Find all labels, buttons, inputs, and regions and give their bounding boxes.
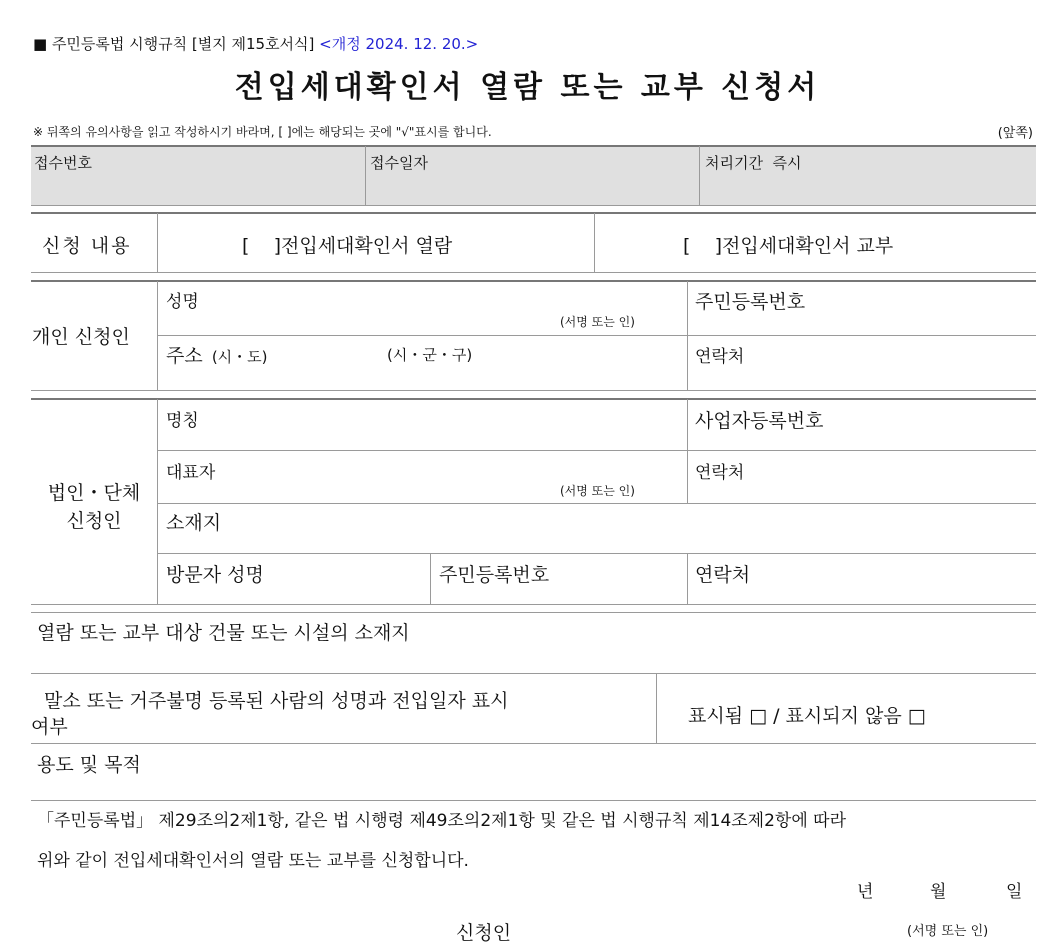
address-field[interactable] bbox=[166, 341, 268, 368]
front-label: (앞쪽) bbox=[997, 126, 1033, 141]
divider bbox=[31, 280, 1036, 282]
divider bbox=[31, 673, 1036, 674]
visitor-contact-field[interactable]: 연락처 bbox=[695, 564, 751, 586]
applicant-sign-hint: (서명 또는 인) bbox=[907, 924, 989, 939]
page-title: 전입세대확인서 열람 또는 교부 신청서 bbox=[234, 70, 821, 105]
divider bbox=[158, 450, 1036, 451]
divider bbox=[31, 205, 1036, 206]
individual-applicant-label: 개인 신청인 bbox=[32, 326, 130, 348]
address-sigungu-label: (시・군・구) bbox=[387, 346, 473, 364]
option-view-checkbox[interactable]: [ ]전입세대확인서 열람 bbox=[242, 235, 453, 257]
form-ref-text: ■ 주민등록법 시행규칙 [별지 제15호서식] bbox=[33, 35, 315, 53]
sign-hint: (서명 또는 인) bbox=[560, 484, 635, 498]
corp-contact-field[interactable]: 연락처 bbox=[695, 463, 745, 483]
visitor-name-field[interactable]: 방문자 성명 bbox=[166, 564, 264, 586]
divider bbox=[31, 604, 1036, 605]
business-number-field[interactable]: 사업자등록번호 bbox=[695, 410, 824, 432]
option-issue-checkbox[interactable]: [ ]전입세대확인서 교부 bbox=[683, 235, 894, 257]
corporate-applicant-label-2: 신청인 bbox=[66, 510, 122, 532]
applicant-label: 신청인 bbox=[456, 922, 512, 944]
divider bbox=[31, 800, 1036, 801]
divider bbox=[31, 272, 1036, 273]
request-content-label: 신청 내용 bbox=[42, 235, 132, 257]
divider bbox=[31, 398, 1036, 400]
resident-number-field[interactable]: 주민등록번호 bbox=[695, 291, 806, 313]
display-question: 말소 또는 거주불명 등록된 사람의 성명과 전입일자 표시 bbox=[44, 690, 509, 712]
divider bbox=[687, 554, 688, 604]
declaration-text-2: 위와 같이 전입세대확인서의 열람 또는 교부를 신청합니다. bbox=[37, 851, 469, 871]
divider bbox=[31, 212, 1036, 214]
display-options-checkbox[interactable]: 표시됨 □ / 표시되지 않음 □ bbox=[688, 705, 926, 727]
receipt-number-label: 접수번호 bbox=[34, 154, 92, 172]
declaration-text: 「주민등록법」 제29조의2제1항, 같은 법 시행령 제49조의2제1항 및 같은 법 시행규칙 제14조제2항에 따라 bbox=[37, 811, 847, 831]
visitor-resident-number-field[interactable]: 주민등록번호 bbox=[439, 564, 550, 586]
receipt-box bbox=[31, 146, 1036, 205]
corporate-applicant-label: 법인・단체 bbox=[47, 482, 141, 504]
purpose-field[interactable]: 용도 및 목적 bbox=[37, 754, 141, 776]
address-sido-label: (시・도) bbox=[211, 348, 268, 366]
divider bbox=[430, 554, 431, 604]
day-label: 일 bbox=[1006, 882, 1023, 902]
target-location-field[interactable]: 열람 또는 교부 대상 건물 또는 시설의 소재지 bbox=[37, 622, 410, 644]
divider bbox=[158, 335, 1036, 336]
address-label: 주소 bbox=[166, 345, 203, 367]
divider bbox=[31, 390, 1036, 391]
divider bbox=[157, 213, 158, 272]
year-label: 년 bbox=[857, 882, 874, 902]
notice-text: ※ 뒤쪽의 유의사항을 읽고 작성하시기 바라며, [ ]에는 해당되는 곳에 "√"표시를 합니다. bbox=[33, 125, 492, 139]
divider bbox=[31, 145, 1036, 147]
divider bbox=[699, 146, 700, 205]
form-reference bbox=[33, 33, 478, 54]
processing-period-label: 처리기간 즉시 bbox=[705, 154, 802, 172]
sign-hint: (서명 또는 인) bbox=[560, 315, 635, 329]
divider bbox=[158, 553, 1036, 554]
representative-field[interactable]: 대표자 bbox=[166, 463, 216, 483]
divider bbox=[157, 399, 158, 604]
corp-name-field[interactable]: 명칭 bbox=[166, 411, 199, 431]
divider bbox=[594, 213, 595, 272]
receipt-date-label: 접수일자 bbox=[370, 154, 428, 172]
divider bbox=[158, 503, 1036, 504]
revision-text: <개정 2024. 12. 20.> bbox=[319, 35, 479, 53]
divider bbox=[31, 743, 1036, 744]
location-field[interactable]: 소재지 bbox=[166, 512, 222, 534]
name-field[interactable]: 성명 bbox=[166, 292, 199, 312]
display-question-2: 여부 bbox=[31, 716, 68, 738]
month-label: 월 bbox=[930, 882, 947, 902]
divider bbox=[31, 612, 1036, 613]
divider bbox=[656, 674, 657, 743]
contact-field[interactable]: 연락처 bbox=[695, 347, 745, 367]
divider bbox=[687, 399, 688, 503]
divider bbox=[365, 146, 366, 205]
